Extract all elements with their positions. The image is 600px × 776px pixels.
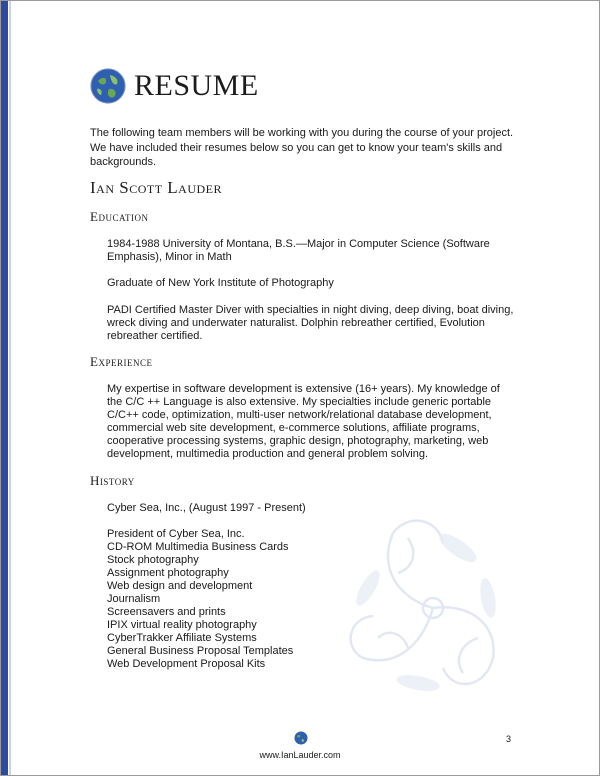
swirl-watermark-icon	[338, 508, 528, 708]
history-item: Journalism	[107, 593, 161, 605]
history-list	[107, 528, 293, 671]
history-item: Web design and development	[107, 580, 253, 592]
accent-bar-inner	[9, 1, 11, 775]
education-item: Graduate of New York Institute of Photography	[107, 277, 334, 289]
person-name: Ian Scott Lauder	[90, 178, 222, 197]
intro-paragraph: The following team members will be working with you during the course of your project. We have included their resumes below so you can get to know your team's skills and backgrounds.	[90, 127, 514, 168]
experience-heading: Experience	[90, 354, 153, 369]
education-item: 1984-1988 University of Montana, B.S.—Major in Computer Science (Software Emphasis), Minor in Math	[107, 238, 490, 263]
history-item: President of Cyber Sea, Inc.	[107, 528, 245, 540]
globe-logo-icon	[90, 68, 126, 104]
education-item: PADI Certified Master Diver with specialties in night diving, deep diving, boat diving, wreck diving and underwater naturalist. Dolphin rebreather certified, Evolution rebreather certified.	[107, 304, 514, 342]
history-company: Cyber Sea, Inc., (August 1997 - Present)	[107, 502, 306, 514]
history-item: Web Development Proposal Kits	[107, 658, 266, 670]
footer-url[interactable]: www.IanLauder.com	[259, 750, 341, 760]
history-item: General Business Proposal Templates	[107, 645, 294, 657]
history-item: Stock photography	[107, 554, 199, 566]
history-item: CD-ROM Multimedia Business Cards	[107, 541, 289, 553]
history-item: Assignment photography	[107, 567, 229, 579]
history-item: IPIX virtual reality photography	[107, 619, 257, 631]
header	[90, 66, 259, 106]
page-number: 3	[506, 734, 512, 744]
page-title: RESUME	[134, 69, 259, 102]
education-heading: Education	[90, 209, 149, 224]
accent-bar	[1, 1, 8, 775]
globe-footer-icon	[294, 731, 308, 745]
history-item: CyberTrakker Affiliate Systems	[107, 632, 257, 644]
history-item: Screensavers and prints	[107, 606, 226, 618]
history-heading: History	[90, 473, 135, 488]
experience-text: My expertise in software development is extensive (16+ years). My knowledge of the C/C ++ Language is also extensive. My specialties include generic portable C/C++ code, optimization, multi-user network/relational database development, commercial web site development, e-commerce solutions, affiliate programs, cooperative processing systems, graphic design, photography, marketing, web development, multimedia production and general problem solving.	[107, 383, 500, 460]
